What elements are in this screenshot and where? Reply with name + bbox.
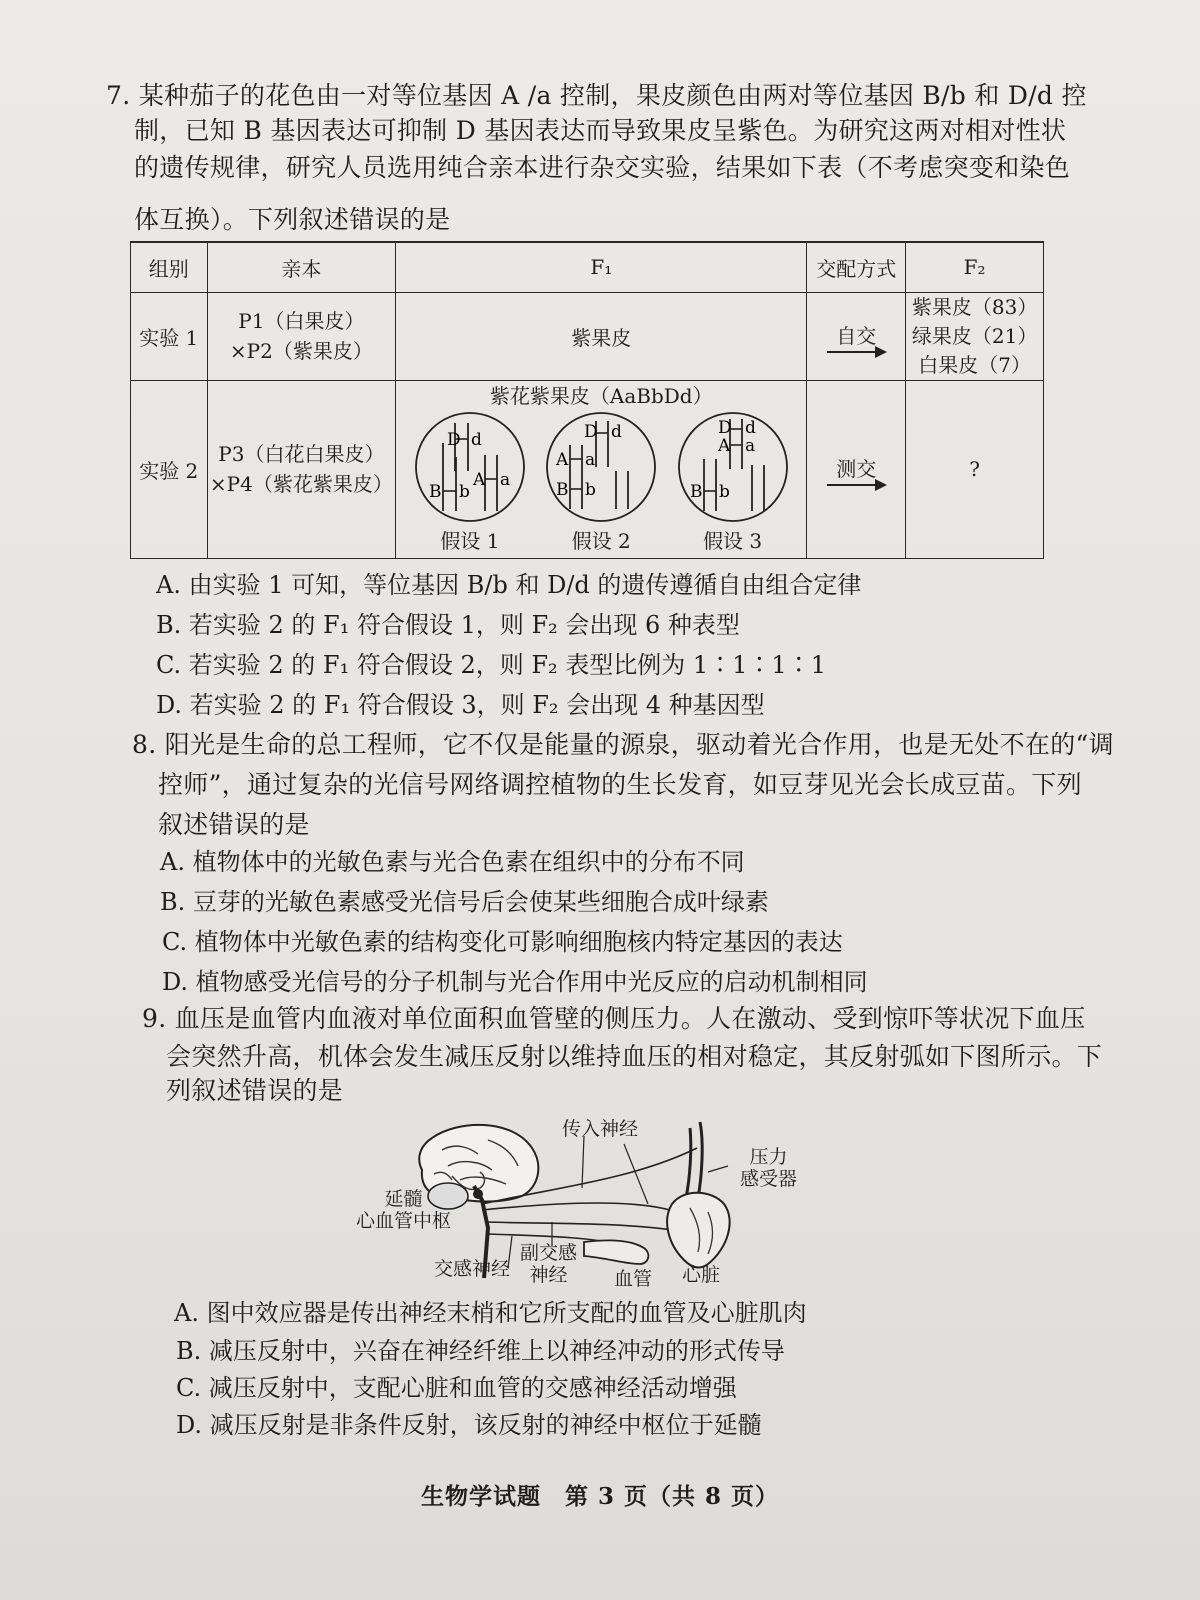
exp1-mating (807, 292, 906, 380)
gene-B: B (689, 481, 703, 502)
hypothesis-1 (413, 409, 527, 554)
header-mating: 交配方式 (807, 242, 906, 292)
q7-option-c: C. 若实验 2 的 F₁ 符合假设 2，则 F₂ 表型比例为 1∶1∶1∶1 (156, 651, 826, 679)
gene-b: b (718, 481, 730, 502)
q9-stem-line2: 会突然升高，机体会发生减压反射以维持血压的相对稳定，其反射弧如下图所示。下 (166, 1042, 1103, 1071)
label-pressure-receptor-2: 感受器 (740, 1168, 798, 1190)
header-group: 组别 (131, 242, 208, 292)
blood-vessel-icon (584, 1240, 648, 1264)
hypothesis-3-label: 假设 3 (703, 528, 763, 553)
gene-d: d (744, 417, 756, 438)
gene-A: A (717, 435, 730, 456)
gene-D: D (584, 421, 598, 442)
exp2-f1-label: 紫花紫果皮（AaBbDd） (489, 383, 713, 408)
q7-option-b: B. 若实验 2 的 F₁ 符合假设 1，则 F₂ 会出现 6 种表型 (156, 611, 740, 639)
page-footer: 生物学试题 第 3 页（共 8 页） (420, 1483, 780, 1510)
exp1-mating-label: 自交 (836, 323, 877, 348)
arrow-icon (827, 351, 885, 353)
exp1-f2 (906, 292, 1044, 380)
gene-d: d (470, 429, 482, 450)
q7-stem-line3: 的遗传规律，研究人员选用纯合亲本进行杂交实验，结果如下表（不考虑突变和染色 (134, 153, 1071, 182)
gene-a: a (499, 469, 511, 490)
exp2-parent-2: ×P4（紫花紫果皮） (209, 472, 393, 496)
gene-D: D (446, 429, 461, 450)
gene-D: D (717, 417, 732, 438)
exp1-parents (207, 292, 396, 380)
q8-option-c: C. 植物体中光敏色素的结构变化可影响细胞核内特定基因的表达 (162, 928, 843, 956)
label-pressure-receptor (740, 1146, 797, 1190)
gene-a: a (744, 435, 755, 456)
reflex-arc-diagram (352, 1118, 812, 1298)
gene-A: A (556, 449, 569, 470)
exp1-parent-1: P1（白果皮） (238, 309, 365, 333)
label-center-2: 心血管中枢 (356, 1210, 452, 1232)
hypothesis-2-label: 假设 2 (571, 528, 631, 553)
hypothesis-3 (676, 409, 790, 554)
q8-stem-line1: 8. 阳光是生命的总工程师，它不仅是能量的源泉，驱动着光合作用，也是无处不在的“调 (132, 730, 1114, 759)
gene-b: b (585, 479, 597, 500)
hypothesis-2 (544, 409, 658, 554)
q9-stem-line3: 列叙述错误的是 (166, 1076, 344, 1105)
exp1-parent-2: ×P2（紫果皮） (229, 339, 373, 363)
header-parent: 亲本 (207, 242, 396, 292)
chromosome-cell-1-icon (413, 409, 527, 525)
gene-a: a (585, 449, 596, 470)
label-heart: 心脏 (682, 1264, 721, 1286)
label-afferent-nerve: 传入神经 (562, 1118, 639, 1140)
label-cardiovascular-center (356, 1188, 451, 1232)
q7-stem-line4: 体互换）。下列叙述错误的是 (134, 205, 451, 234)
chromosome-cell-3-icon (676, 409, 790, 525)
hypothesis-1-label: 假设 1 (440, 528, 500, 553)
q7-option-d: D. 若实验 2 的 F₁ 符合假设 3，则 F₂ 会出现 4 种基因型 (156, 691, 765, 719)
exp1-f2-2: 绿果皮（21） (911, 323, 1038, 348)
gene-d: d (611, 421, 623, 442)
exp1-group: 实验 1 (131, 292, 208, 380)
gene-B: B (556, 479, 569, 500)
exp2-group: 实验 2 (131, 380, 208, 558)
q8-option-a: A. 植物体中的光敏色素与光合色素在组织中的分布不同 (160, 848, 745, 876)
header-f1: F₁ (396, 242, 807, 292)
genetics-table (130, 241, 1044, 559)
exp1-f1: 紫果皮 (396, 292, 807, 380)
exp2-mating-label: 测交 (836, 456, 877, 481)
q8-option-b: B. 豆芽的光敏色素感受光信号后会使某些细胞合成叶绿素 (160, 888, 769, 916)
label-para-1: 副交感 (520, 1242, 578, 1264)
q7-option-a: A. 由实验 1 可知，等位基因 B/b 和 D/d 的遗传遵循自由组合定律 (156, 571, 862, 599)
gene-A: A (472, 469, 486, 490)
gene-B: B (428, 481, 442, 502)
q8-stem-line2: 控师”，通过复杂的光信号网络调控植物的生长发育，如豆芽见光会长成豆苗。下列 (158, 770, 1082, 799)
gene-b: b (458, 481, 470, 502)
label-pressure-receptor-1: 压力 (749, 1146, 788, 1168)
label-blood-vessel: 血管 (614, 1268, 653, 1290)
exp1-f2-1: 紫果皮（83） (911, 294, 1038, 319)
chromosome-cell-2-icon (544, 409, 658, 525)
q9-stem-line1: 9. 血压是血管内血液对单位面积血管壁的侧压力。人在激动、受到惊吓等状况下血压 (142, 1004, 1086, 1033)
label-para-2: 神经 (529, 1264, 568, 1286)
exp2-parents (207, 380, 396, 558)
header-f2: F₂ (906, 242, 1044, 292)
label-sympathetic-nerve: 交感神经 (434, 1258, 511, 1280)
label-center-1: 延髓 (384, 1188, 423, 1210)
exp2-f1 (396, 380, 807, 558)
q9-option-a: A. 图中效应器是传出神经末梢和它所支配的血管及心脏肌肉 (174, 1299, 807, 1327)
q8-stem-line3: 叙述错误的是 (158, 810, 310, 839)
q7-stem-line1: 7. 某种茄子的花色由一对等位基因 A /a 控制，果皮颜色由两对等位基因 B/b 和 D/d 控 (106, 81, 1087, 110)
q9-option-b: B. 减压反射中，兴奋在神经纤维上以神经冲动的形式传导 (176, 1337, 785, 1365)
q8-option-d: D. 植物感受光信号的分子机制与光合作用中光反应的启动机制相同 (162, 968, 868, 996)
label-parasympathetic-nerve (520, 1242, 577, 1286)
q9-option-c: C. 减压反射中，支配心脏和血管的交感神经活动增强 (176, 1374, 737, 1402)
arrow-icon (827, 484, 885, 486)
q9-option-d: D. 减压反射是非条件反射，该反射的神经中枢位于延髓 (176, 1411, 762, 1439)
q7-stem-line2: 制，已知 B 基因表达可抑制 D 基因表达而导致果皮呈紫色。为研究这两对相对性状 (134, 116, 1067, 145)
exp2-f2: ? (906, 380, 1044, 558)
exp1-f2-3: 白果皮（7） (918, 352, 1031, 377)
exp2-parent-1: P3（白花白果皮） (218, 442, 385, 466)
exp2-mating (807, 380, 906, 558)
